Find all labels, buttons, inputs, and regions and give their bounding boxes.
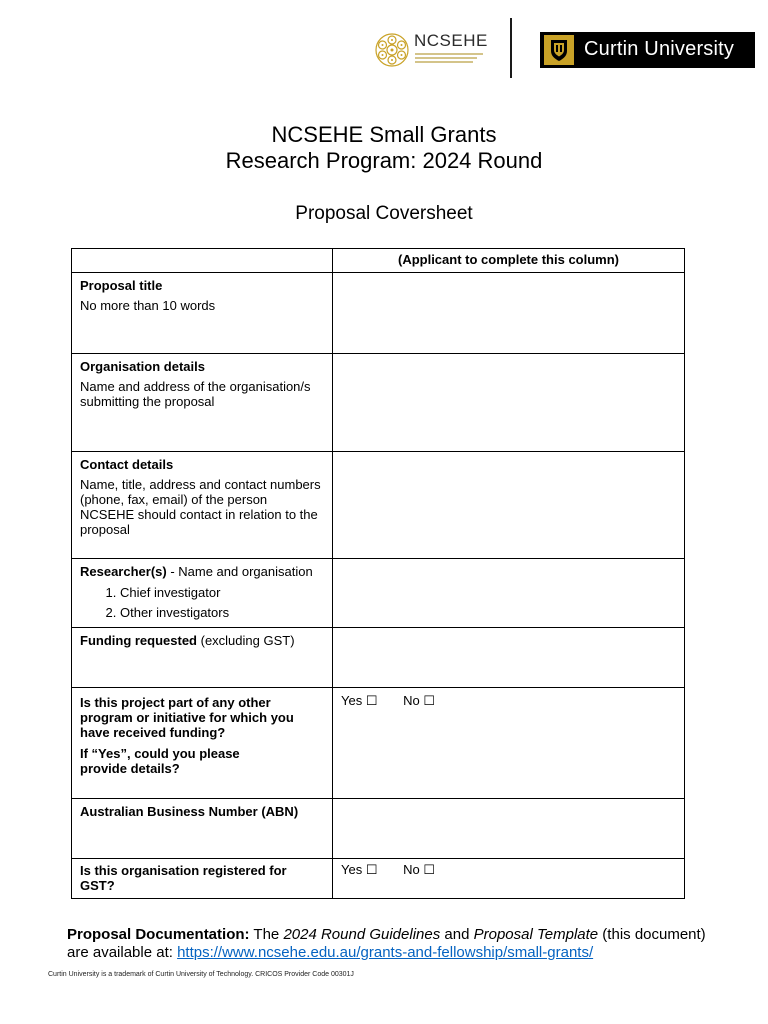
researchers-label: Researcher(s) [80, 564, 167, 579]
row-contact-details [72, 452, 685, 559]
researchers-label-cell [72, 559, 333, 628]
row-funding-requested [72, 628, 685, 688]
researchers-label-suffix: - Name and organisation [166, 564, 313, 579]
row-researchers [72, 559, 685, 628]
row-proposal-title [72, 273, 685, 354]
abn-label-cell [72, 799, 333, 859]
contact-details-input[interactable] [333, 452, 685, 559]
row-organisation-details [72, 354, 685, 452]
abn-input[interactable] [333, 799, 685, 859]
organisation-label: Organisation details [80, 359, 205, 374]
organisation-hint: Name and address of the organisation/s submitting the proposal [80, 379, 311, 409]
proposal-documentation-note [67, 926, 707, 962]
curtin-logo-text: Curtin University [584, 38, 735, 60]
gst-answer-cell[interactable] [333, 859, 685, 899]
header-label-cell [72, 249, 333, 273]
doc-text-3: (this document) are available at: [67, 926, 706, 961]
trademark-fine-print: Curtin University is a trademark of Curtin University of Technology. CRICOS Provider Code 00301J [48, 971, 354, 978]
funding-requested-input[interactable] [333, 628, 685, 688]
funding-label: Funding requested [80, 633, 197, 648]
ncsehe-logo [374, 30, 486, 68]
list-item: 2. Other investigators [120, 605, 324, 620]
proposal-coversheet-table [71, 248, 685, 899]
other-program-followup: If “Yes”, could you please provide details? [80, 746, 240, 776]
doc-guidelines-title: 2024 Round Guidelines [283, 926, 441, 943]
other-program-no-checkbox[interactable]: No ☐ [403, 693, 435, 708]
organisation-label-cell [72, 354, 333, 452]
row-abn [72, 799, 685, 859]
gst-label-cell [72, 859, 333, 899]
proposal-title-input[interactable] [333, 273, 685, 354]
contact-hint: Name, title, address and contact numbers (phone, fax, email) of the person NCSEHE should contact in relation to the proposal [80, 477, 321, 537]
small-grants-link[interactable]: https://www.ncsehe.edu.au/grants-and-fellowship/small-grants/ [177, 944, 594, 961]
contact-label: Contact details [80, 457, 174, 472]
proposal-title-label: Proposal title [80, 278, 163, 293]
researchers-label-line [80, 564, 324, 579]
row-gst [72, 859, 685, 899]
page-title-line-2: Research Program: 2024 Round [225, 148, 543, 173]
proposal-title-label-cell [72, 273, 333, 354]
applicant-column-header-text: (Applicant to complete this column) [397, 252, 619, 267]
ncsehe-logo-text: NCSEHE [414, 31, 488, 50]
other-program-answer-cell[interactable] [333, 688, 685, 799]
page-subtitle: Proposal Coversheet [295, 203, 473, 224]
funding-label-cell [72, 628, 333, 688]
funding-label-suffix: (excluding GST) [197, 633, 295, 648]
researchers-input[interactable] [333, 559, 685, 628]
applicant-column-header [333, 249, 685, 273]
logo-divider [510, 18, 512, 78]
abn-label: Australian Business Number (ABN) [80, 804, 299, 819]
organisation-details-input[interactable] [333, 354, 685, 452]
list-item: 1. Chief investigator [120, 585, 324, 600]
gst-yes-checkbox[interactable]: Yes ☐ [341, 862, 378, 877]
page-title-line-1: NCSEHE Small Grants [271, 122, 497, 147]
ncsehe-logo-mark-icon [374, 32, 410, 68]
contact-label-cell [72, 452, 333, 559]
doc-text-1: The [249, 926, 284, 943]
gst-no-checkbox[interactable]: No ☐ [403, 862, 435, 877]
other-program-label-cell [72, 688, 333, 799]
doc-text-2: and [440, 926, 474, 943]
proposal-title-hint: No more than 10 words [80, 298, 216, 313]
other-program-question: Is this project part of any other program or initiative for which you have received funding? [80, 695, 294, 740]
curtin-crest-icon [544, 35, 574, 65]
row-other-program [72, 688, 685, 799]
table-header-row [72, 249, 685, 273]
doc-label: Proposal Documentation: [67, 926, 250, 943]
other-program-yes-checkbox[interactable]: Yes ☐ [341, 693, 378, 708]
ncsehe-logo-tagline [415, 53, 485, 63]
gst-question: Is this organisation registered for GST? [80, 863, 287, 893]
curtin-logo [540, 32, 755, 68]
researchers-list [80, 585, 324, 620]
doc-template-title: Proposal Template [473, 926, 599, 943]
